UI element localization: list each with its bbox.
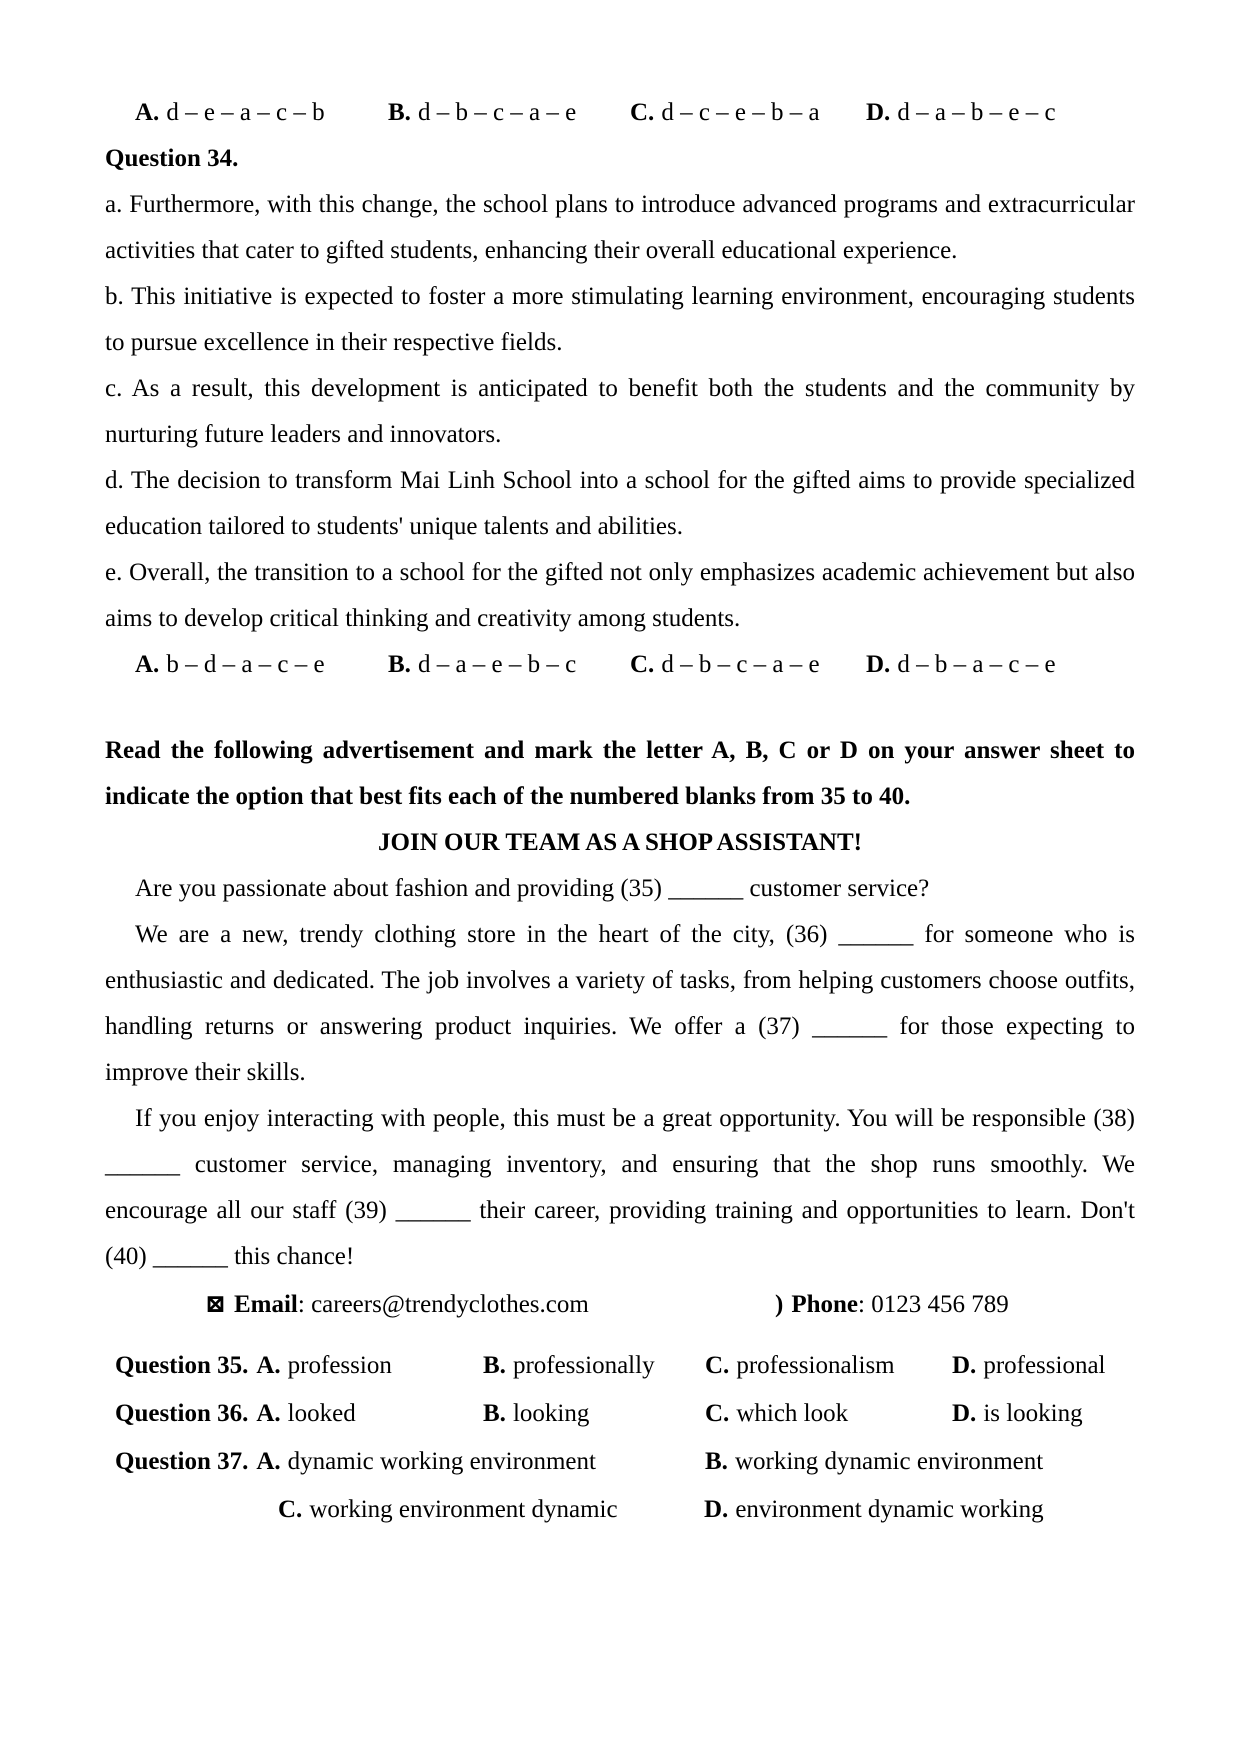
question-37-option-d <box>704 1486 1135 1534</box>
phone-number: 0123 456 789 <box>871 1291 1009 1318</box>
question-36-option-d <box>952 1390 1135 1438</box>
email-colon: : <box>297 1291 312 1318</box>
question-34-item-a: a. Furthermore, with this change, the school plans to introduce advanced programs and extracurricular activities that cater to gifted students, enhancing their overall educational experience. <box>105 191 1135 264</box>
option-d-letter: D. <box>866 651 891 678</box>
option-d-text: d – b – a – c – e <box>897 651 1056 678</box>
question-35-option-b <box>483 1342 705 1390</box>
option-a <box>135 90 388 136</box>
option-c-text: professionalism <box>736 1352 895 1379</box>
option-d <box>866 642 1135 688</box>
email-address: careers@trendyclothes.com <box>311 1291 589 1318</box>
option-a-letter: A. <box>135 651 160 678</box>
option-b-text: working dynamic environment <box>734 1448 1044 1475</box>
question-34-item-b: b. This initiative is expected to foster a more stimulating learning environment, encouraging students to pursue excellence in their respective fields. <box>105 283 1135 356</box>
option-a-letter: A. <box>256 1448 281 1475</box>
option-b-letter: B. <box>388 651 411 678</box>
question-36-heading: Question 36. <box>115 1400 249 1427</box>
section-instruction: Read the following advertisement and mark the letter A, B, C or D on your answer sheet to indicate the option that best fits each of the numbered blanks from 35 to 40. <box>105 737 1135 810</box>
question-37-option-b <box>705 1438 1135 1486</box>
envelope-icon: ⊠ <box>205 1291 226 1318</box>
option-b-text: looking <box>512 1400 590 1427</box>
contact-line <box>105 1282 1135 1328</box>
option-a-letter: A. <box>256 1400 281 1427</box>
option-c-letter: C. <box>278 1496 303 1523</box>
question-33-options-row <box>105 90 1135 136</box>
option-d <box>866 90 1135 136</box>
question-34-options-row <box>105 642 1135 688</box>
option-b-letter: B. <box>388 99 411 126</box>
option-c-text: d – c – e – b – a <box>661 99 820 126</box>
question-37-heading: Question 37. <box>115 1448 249 1475</box>
email-entry <box>205 1282 775 1328</box>
option-a <box>135 642 388 688</box>
question-36-option-b <box>483 1390 705 1438</box>
option-d-letter: D. <box>952 1352 977 1379</box>
question-37-row-2 <box>105 1486 1135 1534</box>
option-b <box>388 642 630 688</box>
option-d-letter: D. <box>952 1400 977 1427</box>
option-c-letter: C. <box>705 1352 730 1379</box>
option-c-text: d – b – c – a – e <box>661 651 820 678</box>
option-c-text: which look <box>736 1400 849 1427</box>
question-35-option-d <box>952 1342 1135 1390</box>
advertisement-paragraph-1: Are you passionate about fashion and providing (35) ______ customer service? <box>135 875 930 902</box>
option-d-text: professional <box>983 1352 1106 1379</box>
phone-icon: ) <box>775 1291 784 1318</box>
option-b-letter: B. <box>483 1352 506 1379</box>
question-35-heading: Question 35. <box>115 1352 249 1379</box>
option-d-letter: D. <box>704 1496 729 1523</box>
option-c-letter: C. <box>630 99 655 126</box>
option-b <box>388 90 630 136</box>
question-37-option-a <box>115 1438 705 1486</box>
question-37-option-c <box>278 1486 704 1534</box>
option-d-text: d – a – b – e – c <box>897 99 1056 126</box>
question-34-heading: Question 34. <box>105 145 239 172</box>
option-c-letter: C. <box>705 1400 730 1427</box>
advertisement-paragraph-3: If you enjoy interacting with people, this must be a great opportunity. You will be responsible (38) ______ customer service, managing inventory, and ensuring that the shop runs smoothly. We encourage all our staff (39) ______ their career, providing training and opportunities to learn. Don't (40) ______ this chance! <box>105 1105 1135 1270</box>
question-35-option-c <box>705 1342 952 1390</box>
option-d-letter: D. <box>866 99 891 126</box>
option-b-letter: B. <box>483 1400 506 1427</box>
question-36-option-a <box>115 1390 483 1438</box>
option-c <box>630 90 866 136</box>
question-36-row <box>105 1390 1135 1438</box>
option-a-text: dynamic working environment <box>287 1448 596 1475</box>
option-a-text: d – e – a – c – b <box>166 99 325 126</box>
option-b-text: d – a – e – b – c <box>417 651 577 678</box>
option-a-text: profession <box>287 1352 392 1379</box>
phone-label: Phone <box>791 1291 859 1318</box>
questions-35-37-block <box>105 1342 1135 1534</box>
question-37-row <box>105 1438 1135 1486</box>
question-35-option-a <box>115 1342 483 1390</box>
email-label: Email <box>233 1291 298 1318</box>
phone-colon: : <box>858 1291 872 1318</box>
option-b-text: d – b – c – a – e <box>417 99 577 126</box>
question-34-item-c: c. As a result, this development is anticipated to benefit both the students and the community by nurturing future leaders and innovators. <box>105 375 1135 448</box>
option-a-text: looked <box>287 1400 356 1427</box>
question-36-option-c <box>705 1390 952 1438</box>
option-a-letter: A. <box>256 1352 281 1379</box>
option-c <box>630 642 866 688</box>
option-a-text: b – d – a – c – e <box>166 651 325 678</box>
option-b-letter: B. <box>705 1448 728 1475</box>
option-d-text: environment dynamic working <box>735 1496 1044 1523</box>
advertisement-paragraph-2: We are a new, trendy clothing store in the heart of the city, (36) ______ for someone who is enthusiastic and dedicated. The job involves a variety of tasks, from helping customers choose outfits, handling returns or answering product inquiries. We offer a (37) ______ for those expecting to improve their skills. <box>105 921 1135 1086</box>
option-d-text: is looking <box>983 1400 1083 1427</box>
question-34-item-d: d. The decision to transform Mai Linh School into a school for the gifted aims to provide specialized education tailored to students' unique talents and abilities. <box>105 467 1135 540</box>
question-34-item-e: e. Overall, the transition to a school for the gifted not only emphasizes academic achievement but also aims to develop critical thinking and creativity among students. <box>105 559 1135 632</box>
option-c-text: working environment dynamic <box>309 1496 618 1523</box>
option-b-text: professionally <box>512 1352 655 1379</box>
phone-entry <box>775 1282 1009 1328</box>
option-c-letter: C. <box>630 651 655 678</box>
advertisement-title: JOIN OUR TEAM AS A SHOP ASSISTANT! <box>378 829 862 856</box>
question-35-row <box>105 1342 1135 1390</box>
option-a-letter: A. <box>135 99 160 126</box>
